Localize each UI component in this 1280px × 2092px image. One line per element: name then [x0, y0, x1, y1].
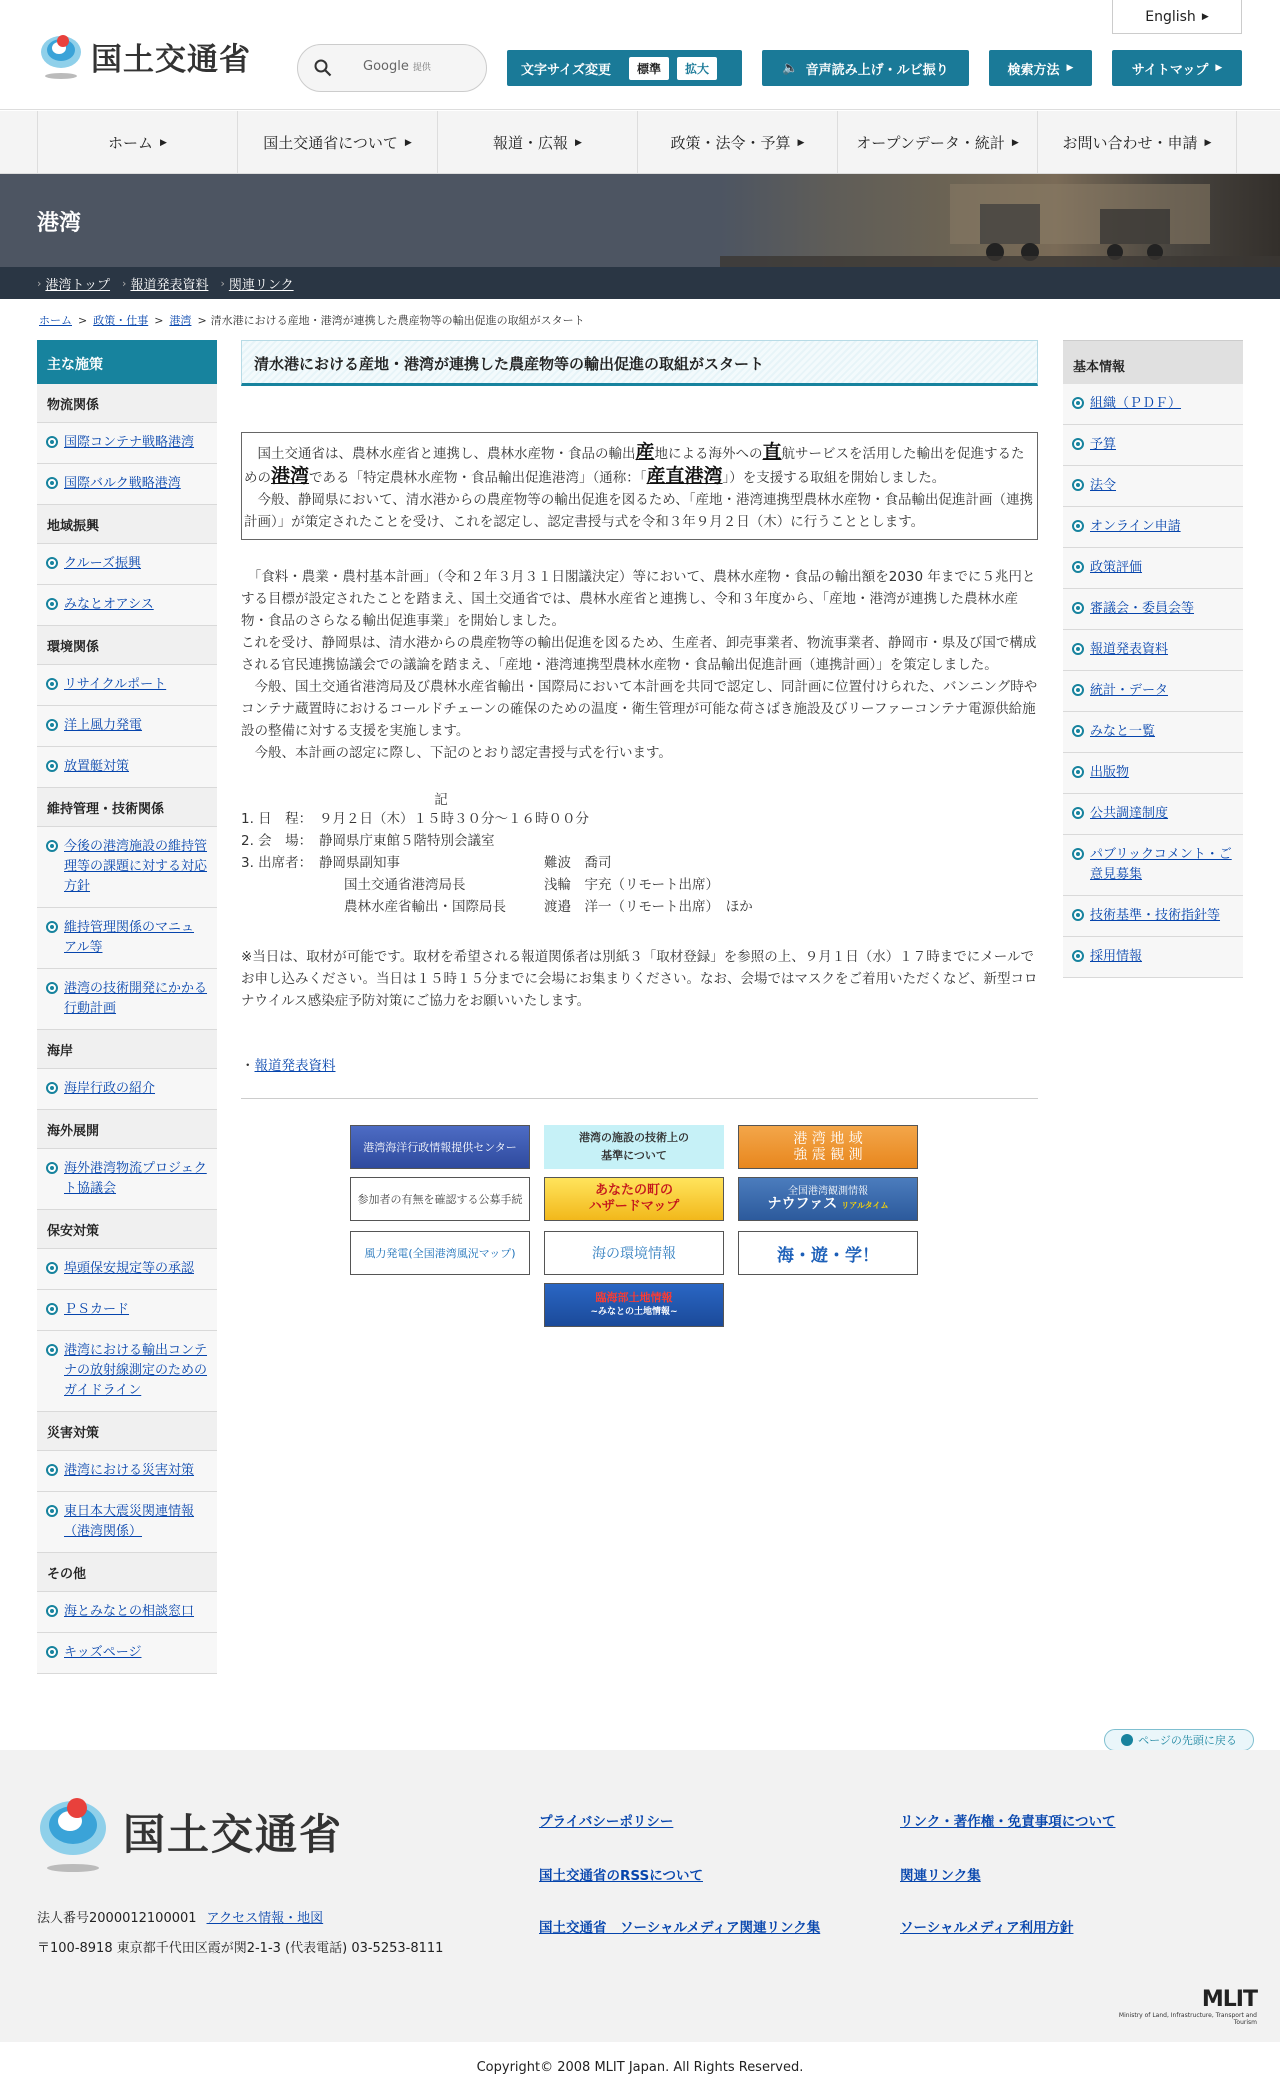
sidebar-link-label[interactable]: 維持管理関係のマニュアル等: [64, 920, 195, 955]
font-size-large-button[interactable]: 拡大: [677, 57, 717, 80]
basic-info-link-label[interactable]: 採用情報: [1090, 949, 1143, 964]
banner-links: [241, 1125, 1038, 1340]
basic-info-link-label[interactable]: 法令: [1090, 478, 1117, 493]
gnav-home[interactable]: ホーム ▶: [37, 111, 237, 174]
circle-arrow-icon: [46, 1646, 58, 1658]
basic-info-link[interactable]: [1063, 548, 1243, 589]
basic-info-link[interactable]: [1063, 671, 1243, 712]
circle-arrow-icon: [46, 1082, 58, 1094]
sidebar-link-label[interactable]: 海岸行政の紹介: [64, 1081, 156, 1096]
mlit-logo-icon: [37, 30, 85, 82]
sidebar-link-label[interactable]: 港湾における災害対策: [64, 1463, 195, 1478]
subnav-related-links[interactable]: › 関連リンク: [220, 276, 294, 293]
copyright: Copyright© 2008 MLIT Japan. All Rights Reserved.: [0, 2042, 1280, 2092]
main-content: [241, 340, 1038, 1340]
banner-wind-power[interactable]: 風力発電(全国港湾風況マップ): [350, 1231, 530, 1275]
sidebar-link[interactable]: [37, 706, 217, 747]
press-release-link[interactable]: 報道発表資料: [254, 1058, 336, 1074]
basic-info-link[interactable]: [1063, 384, 1243, 425]
basic-info-link[interactable]: [1063, 589, 1243, 630]
body-paragraph: これを受け、静岡県は、清水港からの農産物等の輸出促進を図るため、生産者、卸売事業者、物流事業者、静岡市・県及び国で構成される官民連携協議会での議論を踏まえ、「産地・港湾連携型農林水産物・食品輸出促進計画（連携計画）」を策定しました。: [241, 635, 1037, 673]
search-input[interactable]: [297, 44, 487, 92]
sidebar-link-label[interactable]: 国際バルク戦略港湾: [64, 476, 181, 491]
site-title: 国土交通省: [91, 41, 251, 78]
circle-arrow-icon: [46, 760, 58, 772]
sidebar-category: 保安対策: [37, 1210, 217, 1249]
link-copyright-link[interactable]: リンク・著作権・免責事項について: [900, 1814, 1116, 1830]
banner-participation-check[interactable]: 参加者の有無を確認する公募手続: [350, 1177, 530, 1221]
circle-arrow-icon: [1072, 438, 1084, 450]
voice-reading-button[interactable]: 🔈 音声読み上げ・ルビ振り: [762, 50, 969, 86]
sidebar-link[interactable]: [37, 1249, 217, 1290]
basic-info-link-label[interactable]: オンライン申請: [1090, 519, 1181, 534]
breadcrumb: ホーム > 政策・仕事 > 港湾 > 清水港における産地・港湾が連携した農産物等の輸出促進の取組がスタート: [39, 313, 585, 327]
sidebar-category: 環境関係: [37, 626, 217, 665]
schedule-date: 1. 日 程： ９月２日（木）１５時３０分～１６時００分: [241, 811, 589, 827]
chevron-right-icon: ›: [122, 276, 127, 290]
circle-arrow-icon: [46, 921, 58, 933]
body-paragraph: 今般、本計画の認定に際し、下記のとおり認定書授与式を行います。: [241, 745, 672, 761]
forklift-photo-icon: [720, 174, 1280, 267]
sidebar-link[interactable]: [37, 423, 217, 464]
sidebar-link-label[interactable]: リサイクルポート: [64, 677, 167, 692]
left-sidebar: [37, 340, 217, 1674]
breadcrumb-policy[interactable]: 政策・仕事: [93, 314, 149, 327]
circle-arrow-icon: [46, 557, 58, 569]
sidebar-link[interactable]: [37, 585, 217, 626]
banner-port-info-center[interactable]: 港湾海洋行政情報提供センター: [350, 1125, 530, 1169]
chevron-right-icon: ▶: [1215, 63, 1223, 73]
basic-info-link[interactable]: [1063, 425, 1243, 466]
search-icon[interactable]: [314, 59, 332, 77]
banner-hazard-map[interactable]: あなたの町の ハザードマップ: [544, 1177, 724, 1221]
sidebar-link-label[interactable]: 放置艇対策: [64, 759, 130, 774]
sidebar-link[interactable]: [37, 544, 217, 585]
port-banner-image: [720, 174, 1280, 267]
circle-arrow-icon: [1072, 807, 1084, 819]
basic-info-link-label[interactable]: 組織（ＰＤＦ）: [1090, 396, 1182, 411]
basic-info-link-label[interactable]: 出版物: [1090, 765, 1130, 780]
sidebar-link[interactable]: [37, 827, 217, 908]
related-links-link[interactable]: 関連リンク集: [900, 1868, 981, 1884]
sidebar-link[interactable]: [37, 1290, 217, 1331]
banner-nowphas[interactable]: 全国港湾観測情報 ナウファス リアルタイム: [738, 1177, 918, 1221]
basic-info-link-label[interactable]: 政策評価: [1090, 560, 1143, 575]
body-paragraph: 「食料・農業・農村基本計画」（令和２年３月３１日閣議決定）等において、農林水産物・食品の輸出額を2030 年までに５兆円とする目標が設定されたことを踏まえ、国土交通省では、農林水産省と連携し、令和３年度から、「産地・港湾が連携した農林水産物・食品のさらなる輸出促進事業」を開始しました。: [241, 569, 1036, 629]
sidebar-link[interactable]: [37, 1331, 217, 1412]
chevron-right-icon: ›: [37, 276, 42, 290]
attendee-row: 農林水産省輸出・国際局長 渡邉 洋一（リモート出席） ほか: [344, 899, 753, 915]
gnav-about[interactable]: 国土交通省について ▶: [237, 111, 437, 174]
basic-info-link[interactable]: [1063, 937, 1243, 978]
gnav-policy[interactable]: 政策・法令・予算 ▶: [637, 111, 837, 174]
basic-info-link-label[interactable]: 予算: [1090, 437, 1117, 452]
sidebar-category: その他: [37, 1553, 217, 1592]
chevron-right-icon: ▶: [797, 137, 805, 148]
circle-arrow-icon: [1072, 766, 1084, 778]
chevron-right-icon: ▶: [160, 137, 167, 148]
attendee-row: 国土交通省港湾局長 浅輪 宇充（リモート出席）: [344, 877, 719, 893]
section-title: 港湾: [37, 211, 82, 236]
basic-info-link[interactable]: [1063, 466, 1243, 507]
search-placeholder: Google 提供: [363, 59, 431, 74]
schedule-attendees: 3. 出席者： 静岡県副知事 難波 喬司: [241, 855, 612, 871]
site-header: [0, 0, 1280, 110]
sidebar-link-label[interactable]: ＰＳカード: [64, 1302, 130, 1317]
sidebar-link-label[interactable]: 埠頭保安規定等の承認: [64, 1261, 195, 1276]
chevron-right-icon: ▶: [404, 137, 412, 148]
circle-arrow-icon: [1072, 643, 1084, 655]
social-media-policy-link[interactable]: ソーシャルメディア利用方針: [900, 1920, 1074, 1936]
sidebar-link-label[interactable]: 国際コンテナ戦略港湾: [64, 435, 195, 450]
sidebar-link[interactable]: [37, 1633, 217, 1674]
circle-arrow-icon: [1072, 909, 1084, 921]
circle-arrow-icon: [1072, 684, 1084, 696]
circle-arrow-icon: [46, 598, 58, 610]
subnav-press-release[interactable]: › 報道発表資料: [122, 276, 209, 293]
site-footer: [0, 1750, 1280, 2042]
banner-strong-motion[interactable]: 港 湾 地 域 強 震 観 測: [738, 1125, 918, 1169]
breadcrumb-port[interactable]: 港湾: [169, 314, 192, 327]
page-title: 清水港における産地・港湾が連携した農産物等の輸出促進の取組がスタート: [241, 340, 1038, 386]
chevron-right-icon: ›: [220, 276, 225, 290]
font-size-label: 文字サイズ変更: [521, 62, 611, 78]
circle-arrow-icon: [46, 436, 58, 448]
chevron-right-icon: ▶: [1204, 137, 1212, 148]
search-howto-button[interactable]: 検索方法 ▶: [989, 50, 1092, 86]
schedule: [241, 808, 1038, 918]
subnav-port-top[interactable]: › 港湾トップ: [37, 276, 111, 293]
circle-arrow-icon: [46, 678, 58, 690]
chevron-right-icon: ▶: [1066, 63, 1074, 73]
footer-title: 国土交通省: [123, 1810, 344, 1859]
mlit-logo-icon: [37, 1790, 109, 1874]
sitemap-button[interactable]: サイトマップ ▶: [1112, 50, 1242, 86]
basic-info-link[interactable]: [1063, 712, 1243, 753]
gnav-contact[interactable]: お問い合わせ・申請 ▶: [1037, 111, 1237, 174]
privacy-policy-link[interactable]: プライバシーポリシー: [539, 1814, 674, 1830]
sidebar-category: 物流関係: [37, 384, 217, 423]
banner-umi-yu-gaku[interactable]: 海・遊・学！: [738, 1231, 918, 1275]
sidebar-link-label[interactable]: 東日本大震災関連情報（港湾関係）: [64, 1504, 195, 1539]
divider: [241, 1098, 1038, 1099]
circle-arrow-icon: [1072, 848, 1084, 860]
sidebar-link-label[interactable]: 海外港湾物流プロジェクト協議会: [64, 1161, 207, 1196]
footer-address: 〒100-8918 東京都千代田区霞が関2-1-3 (代表電話) 03-5253-8111: [37, 1941, 444, 1956]
basic-info-link[interactable]: [1063, 507, 1243, 548]
circle-arrow-icon: [1072, 950, 1084, 962]
circle-arrow-icon: [46, 1605, 58, 1617]
section-banner: [0, 174, 1280, 267]
basic-info-link[interactable]: [1063, 835, 1243, 896]
back-to-top-button[interactable]: ページの先頭に戻る: [1104, 1729, 1254, 1751]
sidebar-link[interactable]: [37, 908, 217, 969]
breadcrumb-home[interactable]: ホーム: [39, 314, 72, 327]
chevron-right-icon: ▶: [575, 137, 582, 148]
sidebar-link-label[interactable]: 港湾における輸出コンテナの放射線測定のためのガイドライン: [64, 1343, 208, 1398]
sidebar-link[interactable]: [37, 747, 217, 788]
circle-arrow-icon: [46, 719, 58, 731]
speaker-icon: 🔈: [782, 60, 799, 76]
breadcrumb-current: 清水港における産地・港湾が連携した農産物等の輸出促進の取組がスタート: [210, 314, 585, 327]
basic-info-link[interactable]: [1063, 896, 1243, 937]
sidebar-category: 海岸: [37, 1030, 217, 1069]
footer-logo[interactable]: [37, 1790, 343, 1874]
basic-info-link-label[interactable]: 報道発表資料: [1090, 642, 1169, 657]
sidebar-link[interactable]: [37, 1592, 217, 1633]
basic-info-link[interactable]: [1063, 630, 1243, 671]
circle-arrow-icon: [46, 477, 58, 489]
press-release-link-row: ・報道発表資料: [241, 1058, 336, 1074]
sidebar-link[interactable]: [37, 1451, 217, 1492]
basic-info-link-label[interactable]: 公共調達制度: [1090, 806, 1169, 821]
circle-arrow-icon: [1072, 520, 1084, 532]
ki-heading: 記: [434, 792, 448, 808]
sidebar-category: 地域振興: [37, 505, 217, 544]
basic-info-link-label[interactable]: 技術基準・技術指針等: [1090, 908, 1221, 923]
global-nav: [0, 111, 1280, 174]
site-logo[interactable]: [37, 30, 251, 82]
banner-sea-environment[interactable]: 海の環境情報: [544, 1231, 724, 1275]
chevron-right-icon: ▶: [1011, 137, 1019, 148]
section-subnav: [0, 267, 1280, 299]
sidebar-link[interactable]: [37, 1149, 217, 1210]
circle-arrow-icon: [46, 1262, 58, 1274]
sidebar-link-label[interactable]: みなとオアシス: [64, 597, 154, 612]
social-media-links-link[interactable]: 国土交通省 ソーシャルメディア関連リンク集: [539, 1920, 821, 1936]
font-size-standard-button[interactable]: 標準: [629, 57, 669, 80]
font-size-control: [507, 50, 742, 86]
sidebar-link-label[interactable]: 洋上風力発電: [64, 718, 143, 733]
arrow-up-icon: [1121, 1734, 1133, 1746]
sidebar-category: 海外展開: [37, 1110, 217, 1149]
circle-arrow-icon: [1072, 561, 1084, 573]
corporate-number: 法人番号2000012100001 アクセス情報・地図: [37, 1911, 324, 1926]
schedule-place: 2. 会 場： 静岡県庁東館５階特別会議室: [241, 833, 495, 849]
circle-arrow-icon: [46, 1344, 58, 1356]
sidebar-link[interactable]: [37, 1069, 217, 1110]
banner-coastal-land-info[interactable]: 臨海部土地情報 ~みなとの土地情報~: [544, 1283, 724, 1327]
basic-info-link[interactable]: [1063, 753, 1243, 794]
sidebar-link-label[interactable]: クルーズ振興: [64, 556, 141, 571]
basic-info-link-label[interactable]: パブリックコメント・ご意見募集: [1090, 847, 1232, 882]
sidebar-link-label[interactable]: 今後の港湾施設の維持管理等の課題に対する対応方針: [64, 839, 208, 894]
mlit-wordmark: MLIT Ministry of Land, Infrastructure, Transport and Tourism: [1118, 1987, 1257, 2026]
sidebar-link[interactable]: [37, 969, 217, 1030]
circle-arrow-icon: [1072, 602, 1084, 614]
circle-arrow-icon: [46, 1303, 58, 1315]
english-button[interactable]: English ▶: [1112, 0, 1242, 34]
sidebar-link-label[interactable]: 港湾の技術開発にかかる行動計画: [64, 981, 208, 1016]
sidebar-category: 災害対策: [37, 1412, 217, 1451]
circle-arrow-icon: [1072, 397, 1084, 409]
sidebar-link-label[interactable]: 海とみなとの相談窓口: [64, 1604, 195, 1619]
sidebar-category: 維持管理・技術関係: [37, 788, 217, 827]
circle-arrow-icon: [46, 840, 58, 852]
circle-arrow-icon: [46, 1464, 58, 1476]
rss-link[interactable]: 国土交通省のRSSについて: [539, 1868, 703, 1884]
right-sidebar: [1063, 340, 1243, 978]
sidebar-link-label[interactable]: キッズページ: [64, 1645, 142, 1660]
basic-info-link-label[interactable]: みなと一覧: [1090, 724, 1156, 739]
circle-arrow-icon: [46, 982, 58, 994]
circle-arrow-icon: [1072, 479, 1084, 491]
circle-arrow-icon: [1072, 725, 1084, 737]
circle-arrow-icon: [46, 1162, 58, 1174]
basic-info-link-label[interactable]: 統計・データ: [1090, 683, 1169, 698]
chevron-right-icon: ▶: [1201, 11, 1209, 22]
article-body: [241, 566, 1038, 764]
basic-info-link-label[interactable]: 審議会・委員会等: [1090, 601, 1195, 616]
press-notice: ※当日は、取材が可能です。取材を希望される報道関係者は別紙３「取材登録」を参照の上、９月１日（水）１７時までにメールでお申し込みください。当日は１５時１５分までに会場にお集まりください。なお、会場ではマスクをご着用いただくなど、新型コロナウイルス感染症予防対策にご協力をお願いいたします。: [241, 949, 1038, 1009]
basic-info-link[interactable]: [1063, 794, 1243, 835]
banner-port-technical-standards[interactable]: 港湾の施設の技術上の 基準について: [544, 1125, 724, 1169]
right-sidebar-heading: 基本情報: [1063, 340, 1243, 384]
body-paragraph: 今般、国土交通省港湾局及び農林水産省輸出・国際局において本計画を共同で認定し、同計画に位置付けられた、バンニング時やコンテナ蔵置時におけるコールドチェーンの確保のための温度・衛生管理が可能な荷さばき施設及びリーファーコンテナ電源供給施設の整備に対する支援を実施します。: [241, 679, 1038, 739]
left-sidebar-heading: 主な施策: [37, 340, 217, 384]
circle-arrow-icon: [46, 1505, 58, 1517]
sidebar-link[interactable]: [37, 665, 217, 706]
gnav-press[interactable]: 報道・広報 ▶: [437, 111, 637, 174]
access-map-link[interactable]: アクセス情報・地図: [206, 1911, 324, 1926]
lead-summary: 国土交通省は、農林水産省と連携し、農林水産物・食品の輸出産地による海外への直航サービスを活用した輸出を促進するための港湾である「特定農林水産物・食品輸出促進港湾」（通称：「産直港湾」）を支援する取組を開始しました。 今般、静岡県において、清水港からの農産物等の輸出促進を図るため、「産地・港湾連携型農林水産物・食品輸出促進計画（連携計画）」が策定されたことを受け、これを認定し、認定書授与式を令和３年９月２日（木）に行うこととします。: [241, 432, 1038, 540]
gnav-opendata[interactable]: オープンデータ・統計 ▶: [837, 111, 1037, 174]
sidebar-link[interactable]: [37, 464, 217, 505]
sidebar-link[interactable]: [37, 1492, 217, 1553]
